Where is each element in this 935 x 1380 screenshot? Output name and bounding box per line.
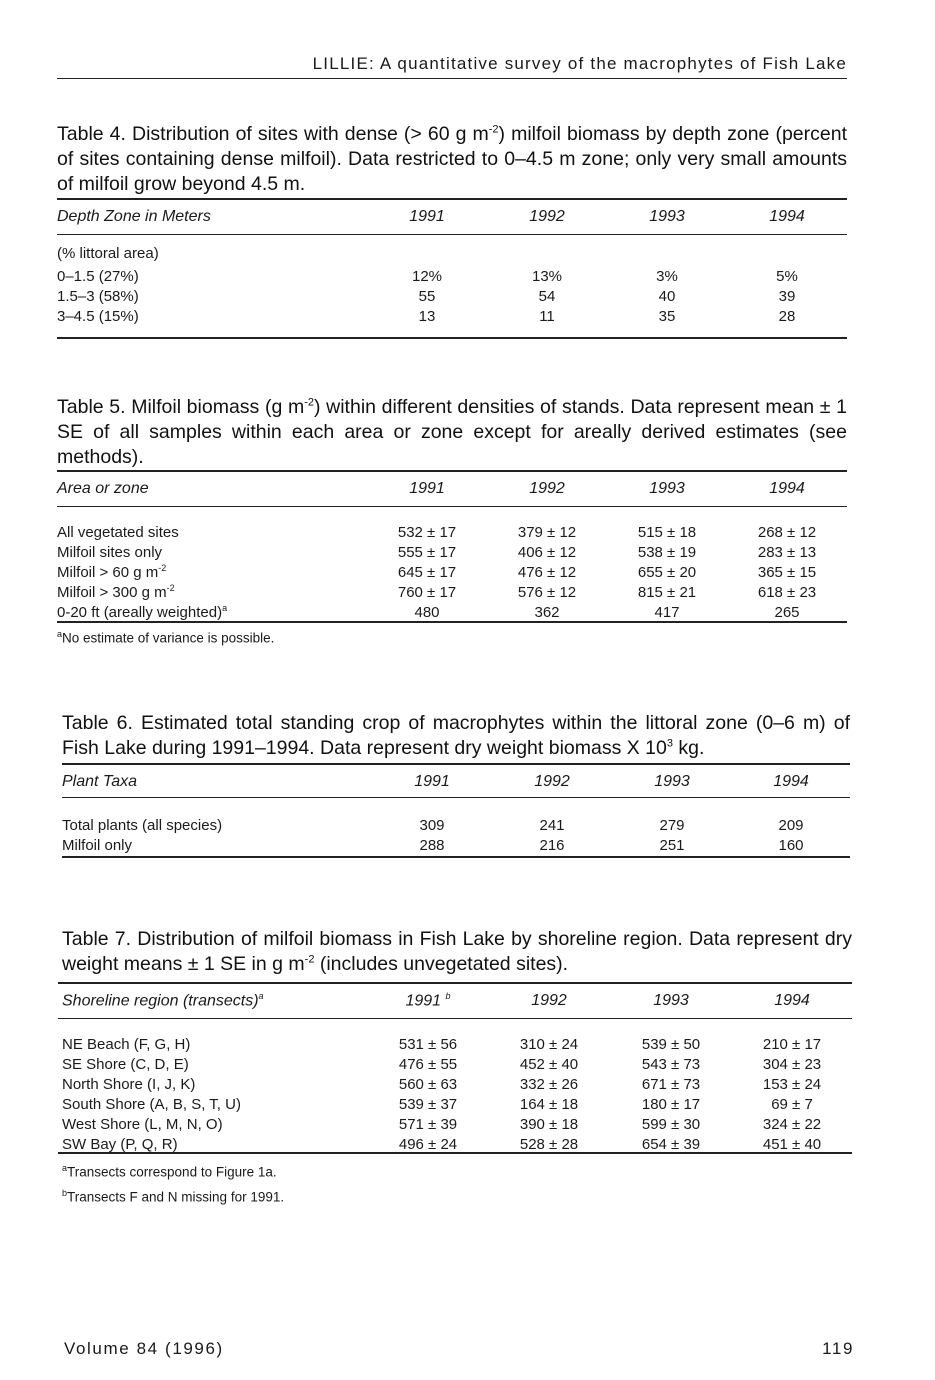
table-row: NE Beach (F, G, H) 531 ± 56 310 ± 24 539 ± 50 210 ± 17 xyxy=(62,1035,822,1053)
table-header-row xyxy=(62,769,850,795)
year-header: 1994 xyxy=(774,992,810,1009)
table-header-row xyxy=(57,204,847,230)
year-header: 1993 xyxy=(653,992,689,1009)
table-rule xyxy=(62,856,850,858)
year-header: 1991 $^b$ xyxy=(405,991,451,1010)
table-6-body xyxy=(62,763,850,861)
table-header-row xyxy=(57,476,847,502)
table-subheader: (% littoral area) xyxy=(57,244,159,262)
table-row: Milfoil sites only 555 ± 17 406 ± 12 538 ± 19 283 ± 13 xyxy=(57,543,817,561)
table-row: Milfoil > 60 g $m^{-2}$ 645 ± 17 476 ± 12 655 ± 20 365 ± 15 xyxy=(57,563,817,581)
year-header: 1991 xyxy=(414,773,450,790)
table-4-grid xyxy=(57,204,847,326)
table-row: Milfoil > 300 g $m^{-2}$ 760 ± 17 576 ± 12 815 ± 21 618 ± 23 xyxy=(57,583,817,601)
table-7-caption: Table 7. Distribution of milfoil biomass in Fish Lake by shoreline region. Data represent dry weight means ± 1 SE in g $m^{-2}$ (includes unvegetated sites). xyxy=(62,928,852,975)
table-5-caption: Table 5. Milfoil biomass (g $m^{-2}$) within different densities of stands. Data represent mean ± 1 SE of all samples within each area or zone except for areally derived estimates (see methods). xyxy=(57,396,848,468)
table-row: South Shore (A, B, S, T, U) 539 ± 37 164 ± 18 180 ± 17 69 ± 7 xyxy=(62,1095,813,1113)
table-5-footnote: $^a$No estimate of variance is possible. xyxy=(57,629,275,646)
table-row: Total plants (all species) 309 241 279 209 xyxy=(62,816,804,834)
header-rule xyxy=(57,78,847,79)
table-rule xyxy=(62,763,850,765)
year-header: 1993 xyxy=(649,480,685,497)
footnote: $^a$Transects correspond to Figure 1a. xyxy=(62,1163,277,1180)
year-header: 1992 xyxy=(531,992,567,1009)
table-6-grid xyxy=(62,769,850,855)
year-header: 1992 xyxy=(529,480,565,497)
table-row: 0–1.5 (27%) 12% 13% 3% 5% xyxy=(57,267,798,285)
table-rule xyxy=(57,337,847,339)
year-header: 1993 xyxy=(654,773,690,790)
year-header: 1992 xyxy=(529,208,565,225)
year-header: 1993 xyxy=(649,208,685,225)
table-row: 1.5–3 (58%) 55 54 40 39 xyxy=(57,287,796,305)
table-rule xyxy=(57,470,847,472)
table-rule xyxy=(57,198,847,200)
table-4-body xyxy=(57,198,847,340)
footnote: $^b$Transects F and N missing for 1991. xyxy=(62,1187,285,1204)
volume-label: Volume 84 (1996) xyxy=(64,1339,224,1358)
year-header: 1992 xyxy=(534,773,570,790)
table-5-grid xyxy=(57,476,847,622)
running-header: LILLIE: A quantitative survey of the macrophytes of Fish Lake xyxy=(312,54,847,73)
table-rule xyxy=(58,982,852,984)
page-number: 119 xyxy=(822,1339,854,1358)
table-row: Milfoil only 288 216 251 160 xyxy=(62,836,804,854)
table-7-body xyxy=(58,982,852,1157)
table-row: West Shore (L, M, N, O) 571 ± 39 390 ± 18 599 ± 30 324 ± 22 xyxy=(62,1115,822,1133)
table-row: North Shore (I, J, K) 560 ± 63 332 ± 26 671 ± 73 153 ± 24 xyxy=(62,1075,822,1093)
table-row: SE Shore (C, D, E) 476 ± 55 452 ± 40 543 ± 73 304 ± 23 xyxy=(62,1055,822,1073)
year-header: 1991 xyxy=(409,480,445,497)
column-header: Plant Taxa xyxy=(62,773,138,790)
column-header: Shoreline region (transects)$^a$ xyxy=(62,991,264,1010)
table-row: All vegetated sites 532 ± 17 379 ± 12 515 ± 18 268 ± 12 xyxy=(57,523,817,541)
table-5-body xyxy=(57,470,847,625)
table-7-grid xyxy=(62,988,852,1154)
year-header: 1991 xyxy=(409,208,445,225)
column-header: Area or zone xyxy=(57,480,149,497)
column-header: Depth Zone in Meters xyxy=(57,208,211,225)
table-6-caption: Table 6. Estimated total standing crop of macrophytes within the littoral zone (0–6 m) of Fish Lake during 1991–1994. Data represent dry weight biomass X $10^3$ kg. xyxy=(62,712,850,759)
year-header: 1994 xyxy=(769,208,805,225)
table-7-footnotes xyxy=(62,1158,284,1207)
table-4-caption: Table 4. Distribution of sites with dense (> 60 g $m^{-2}$) milfoil biomass by depth zone (percent of sites containing dense milfoil). Data restricted to 0–4.5 m zone; only very small amounts of milfoil grow beyond 4.5 m. xyxy=(57,123,847,195)
table-row: 0-20 ft (areally weighted)$^a$ 480 362 417 265 xyxy=(57,603,800,621)
table-header-row xyxy=(62,988,852,1014)
table-row: 3–4.5 (15%) 13 11 35 28 xyxy=(57,307,796,325)
year-header: 1994 xyxy=(769,480,805,497)
table-row: SW Bay (P, Q, R) 496 ± 24 528 ± 28 654 ± 39 451 ± 40 xyxy=(62,1135,822,1153)
year-header: 1994 xyxy=(773,773,809,790)
